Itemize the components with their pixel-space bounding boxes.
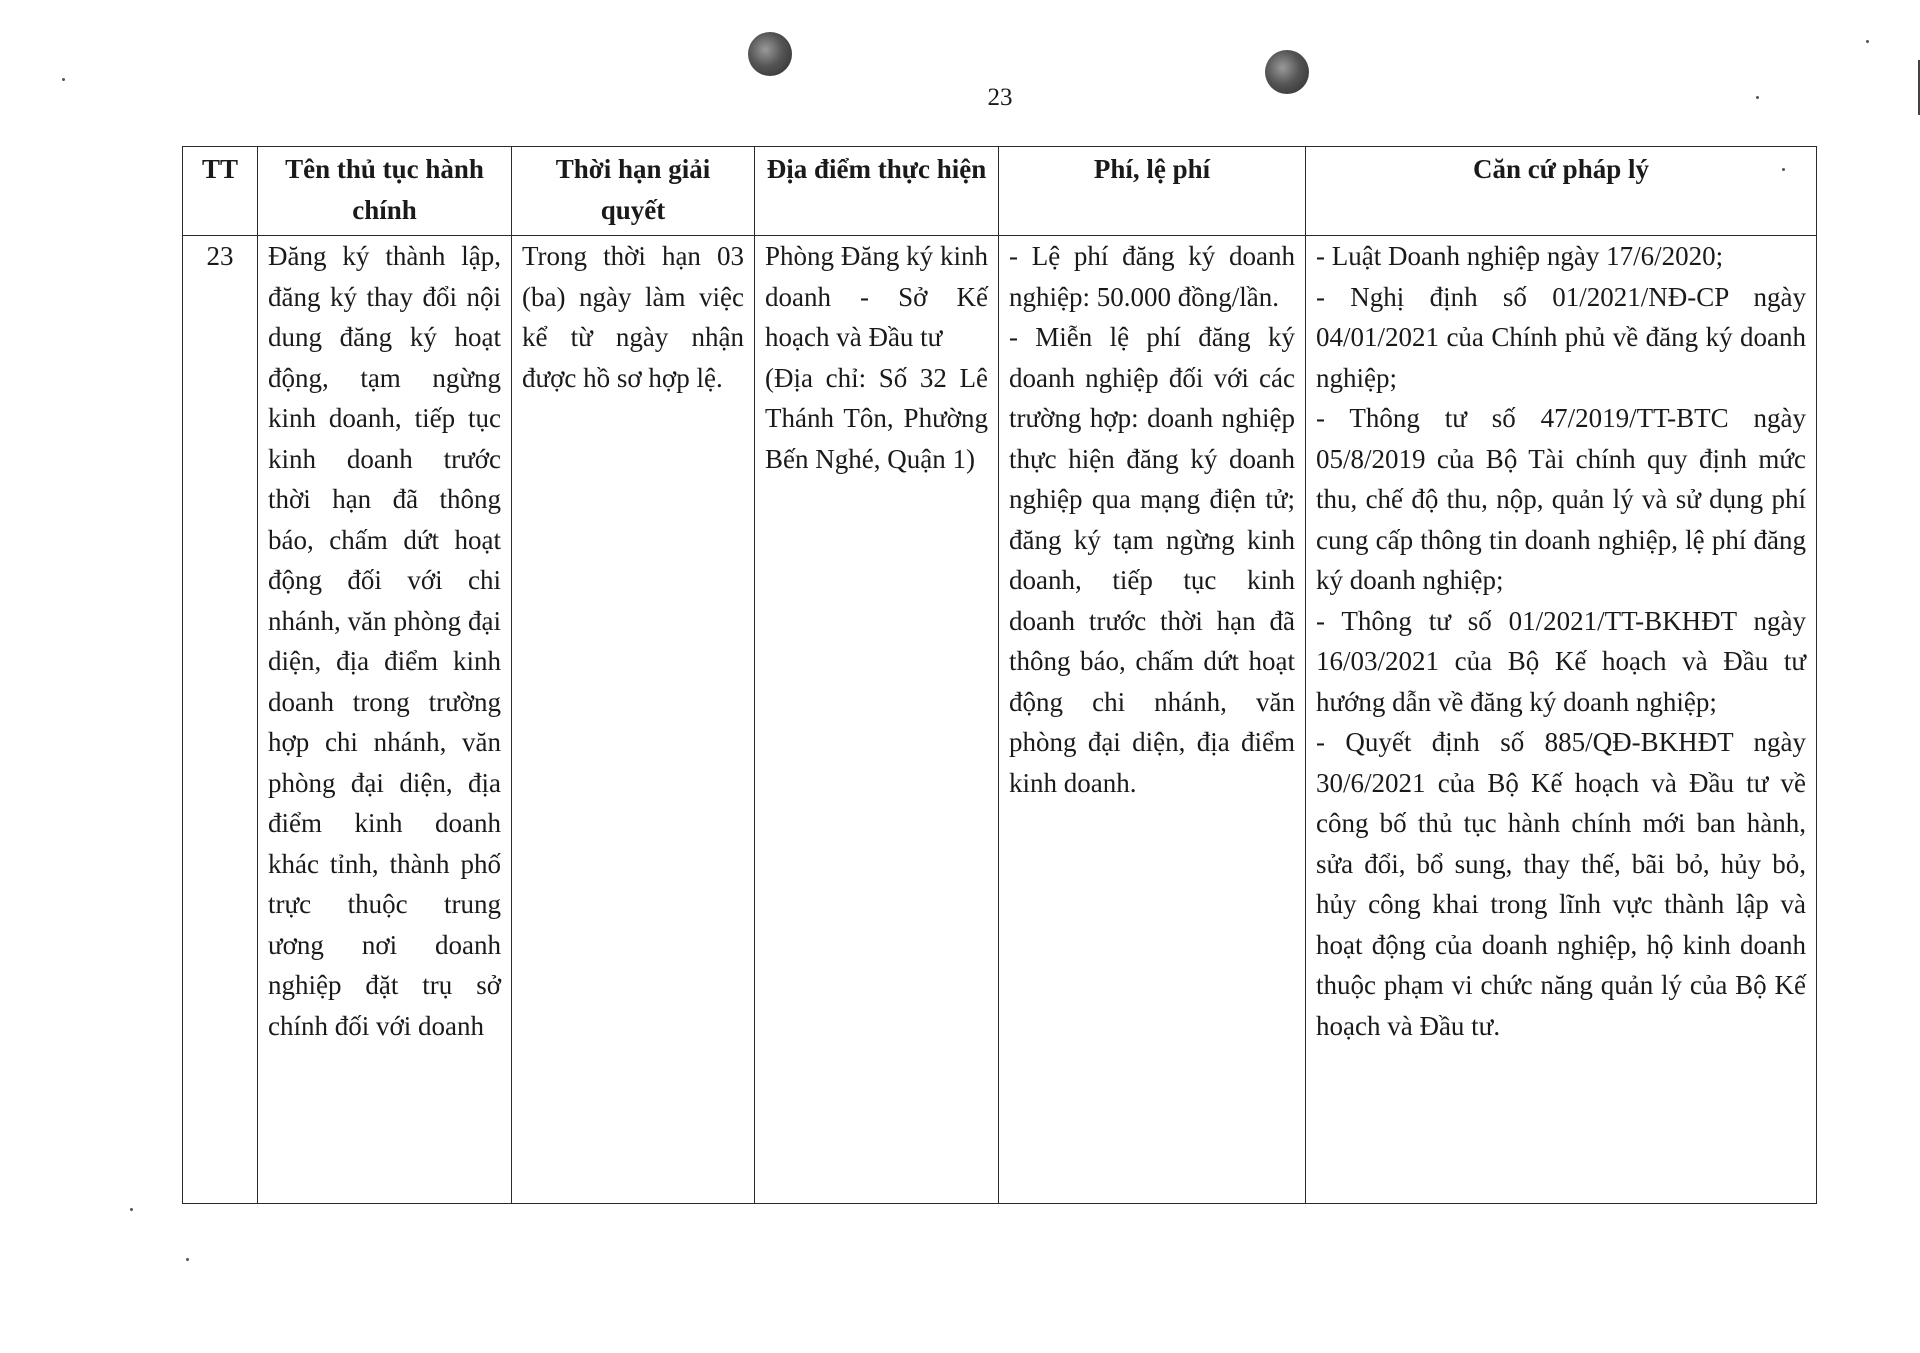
scan-speck bbox=[1866, 40, 1869, 43]
row-fees bbox=[999, 236, 1306, 1204]
header-processing-time: Thời hạn giải quyết bbox=[512, 147, 755, 236]
row-tt: 23 bbox=[183, 236, 258, 1204]
legal-basis-item: - Nghị định số 01/2021/NĐ-CP ngày 04/01/2021 của Chính phủ về đăng ký doanh nghiệp; bbox=[1316, 281, 1806, 393]
header-tt: TT bbox=[183, 147, 258, 236]
table-header-row bbox=[183, 147, 1817, 236]
fee-item: - Lệ phí đăng ký doanh nghiệp: 50.000 đồng/lần. bbox=[1009, 241, 1295, 312]
location-address: (Địa chỉ: Số 32 Lê Thánh Tôn, Phường Bến Nghé, Quận 1) bbox=[765, 362, 988, 474]
fee-item: - Miễn lệ phí đăng ký doanh nghiệp đối với các trường hợp: doanh nghiệp thực hiện đăng ký doanh nghiệp qua mạng điện tử; đăng ký tạm ngừng kinh doanh, tiếp tục kinh doanh trước thời hạn đã thông báo, chấm dứt hoạt động chi nhánh, văn phòng đại diện, địa điểm kinh doanh. bbox=[1009, 322, 1295, 798]
legal-basis-item: - Luật Doanh nghiệp ngày 17/6/2020; bbox=[1316, 241, 1724, 271]
row-legal-basis bbox=[1306, 236, 1817, 1204]
row-location bbox=[755, 236, 999, 1204]
scan-speck bbox=[130, 1208, 133, 1211]
legal-basis-item: - Thông tư số 47/2019/TT-BTC ngày 05/8/2019 của Bộ Tài chính quy định mức thu, chế độ thu, nộp, quản lý và sử dụng phí cung cấp thông tin doanh nghiệp, lệ phí đăng ký doanh nghiệp; bbox=[1316, 403, 1806, 595]
row-procedure-name: Đăng ký thành lập, đăng ký thay đổi nội dung đăng ký hoạt động, tạm ngừng kinh doanh, tiếp tục kinh doanh trước thời hạn đã thông báo, chấm dứt hoạt động đối với chi nhánh, văn phòng đại diện, địa điểm kinh doanh trong trường hợp chi nhánh, văn phòng đại diện, địa điểm kinh doanh khác tỉnh, thành phố trực thuộc trung ương nơi doanh nghiệp đặt trụ sở chính đối với doanh bbox=[258, 236, 512, 1204]
header-fees: Phí, lệ phí bbox=[999, 147, 1306, 236]
legal-basis-item: - Thông tư số 01/2021/TT-BKHĐT ngày 16/03/2021 của Bộ Kế hoạch và Đầu tư hướng dẫn về đăng ký doanh nghiệp; bbox=[1316, 605, 1806, 717]
header-location: Địa điểm thực hiện bbox=[755, 147, 999, 236]
table-row bbox=[183, 236, 1817, 1204]
legal-basis-item: - Quyết định số 885/QĐ-BKHĐT ngày 30/6/2021 của Bộ Kế hoạch và Đầu tư về công bố thủ tục hành chính mới ban hành, sửa đổi, bổ sung, thay thế, bãi bỏ, hủy bỏ, hủy công khai trong lĩnh vực thành lập và hoạt động của doanh nghiệp, hộ kinh doanh thuộc phạm vi chức năng quản lý của Bộ Kế hoạch và Đầu tư. bbox=[1316, 727, 1806, 1041]
punch-hole-left bbox=[748, 32, 792, 76]
header-legal-basis: Căn cứ pháp lý bbox=[1306, 147, 1817, 236]
procedure-table bbox=[182, 146, 1817, 1204]
location-office: Phòng Đăng ký kinh doanh - Sở Kế hoạch và Đầu tư bbox=[765, 241, 988, 352]
scan-speck bbox=[186, 1258, 189, 1261]
header-procedure-name: Tên thủ tục hành chính bbox=[258, 147, 512, 236]
row-processing-time: Trong thời hạn 03 (ba) ngày làm việc kể từ ngày nhận được hồ sơ hợp lệ. bbox=[512, 236, 755, 1204]
scan-speck bbox=[62, 78, 65, 81]
page-number: 23 bbox=[987, 84, 1013, 111]
